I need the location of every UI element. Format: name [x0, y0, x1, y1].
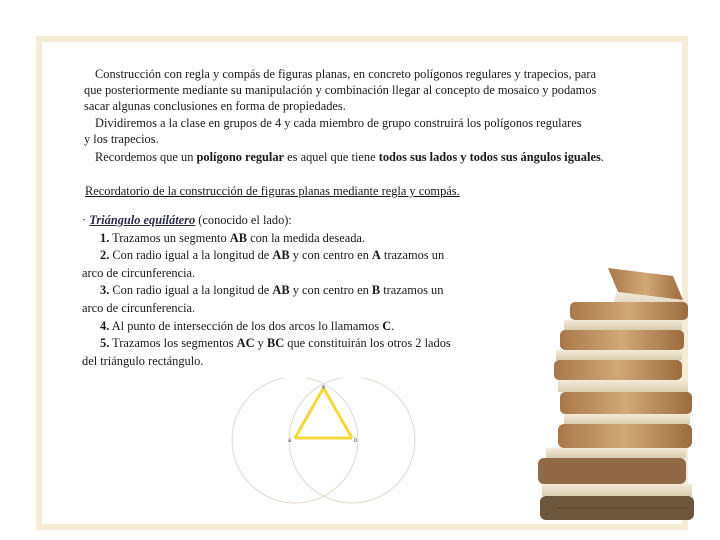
recall-term: polígono regular	[196, 150, 285, 164]
steps-heading	[82, 212, 451, 230]
intro-line-3: sacar algunas conclusiones en forma de propiedades.	[84, 99, 346, 114]
step-2-cont: arco de circunferencia.	[82, 265, 196, 280]
step-2: 2. Con radio igual a la longitud de AB y con centro en A trazamos un	[100, 248, 445, 263]
label-a: a	[288, 438, 292, 444]
step-5: 5. Trazamos los segmentos AC y BC que constituirán los otros 2 lados	[100, 336, 451, 351]
recordatorio-period: .	[456, 184, 460, 198]
triangle-steps	[82, 212, 451, 370]
step-4: 4. Al punto de intersección de los dos arcos lo llamamos C.	[100, 318, 395, 333]
triangle-sides	[295, 388, 352, 438]
steps-bullet: ·	[82, 213, 87, 227]
intro-line-1: Construcción con regla y compás de figuras planas, en concreto polígonos regulares y trapecios, para	[95, 67, 596, 81]
recordatorio-text: Recordatorio de la construcción de figuras planas mediante regla y compás	[85, 184, 457, 198]
steps-title-suffix: (conocido el lado):	[195, 213, 292, 227]
label-b: b	[354, 438, 358, 444]
groups-line-2: y los trapecios.	[84, 132, 159, 147]
recall-paragraph	[84, 149, 604, 165]
step-3: 3. Con radio igual a la longitud de AB y con centro en B trazamos un	[100, 283, 444, 298]
point-c	[322, 385, 325, 388]
books-stack-illustration	[498, 262, 698, 532]
triangle-construction-figure	[228, 378, 418, 516]
step-1: 1. Trazamos un segmento AB con la medida deseada.	[100, 230, 365, 245]
step-5-cont: del triángulo rectángulo.	[82, 353, 204, 368]
recall-sides: todos sus lados y todos sus ángulos iguales	[378, 150, 601, 164]
recall-pre: Recordemos que un	[95, 150, 197, 164]
step-3-cont: arco de circunferencia.	[82, 300, 196, 315]
groups-line-1: Dividiremos a la clase en grupos de 4 y cada miembro de grupo construirá los polígonos regulares	[95, 116, 582, 130]
arc-center-a	[232, 378, 358, 503]
recall-mid: es aquel que tiene	[284, 150, 379, 164]
groups-paragraph	[84, 115, 582, 147]
recordatorio-heading	[85, 184, 460, 199]
arc-center-b	[289, 378, 415, 503]
steps-title-link[interactable]: Triángulo equilátero	[89, 213, 196, 227]
intro-paragraph	[84, 66, 596, 115]
recall-end: .	[600, 150, 604, 164]
book-stack	[538, 268, 694, 520]
intro-line-2: que posteriormente mediante su manipulación y combinación llegar al concepto de mosaico y podamos	[84, 83, 597, 98]
